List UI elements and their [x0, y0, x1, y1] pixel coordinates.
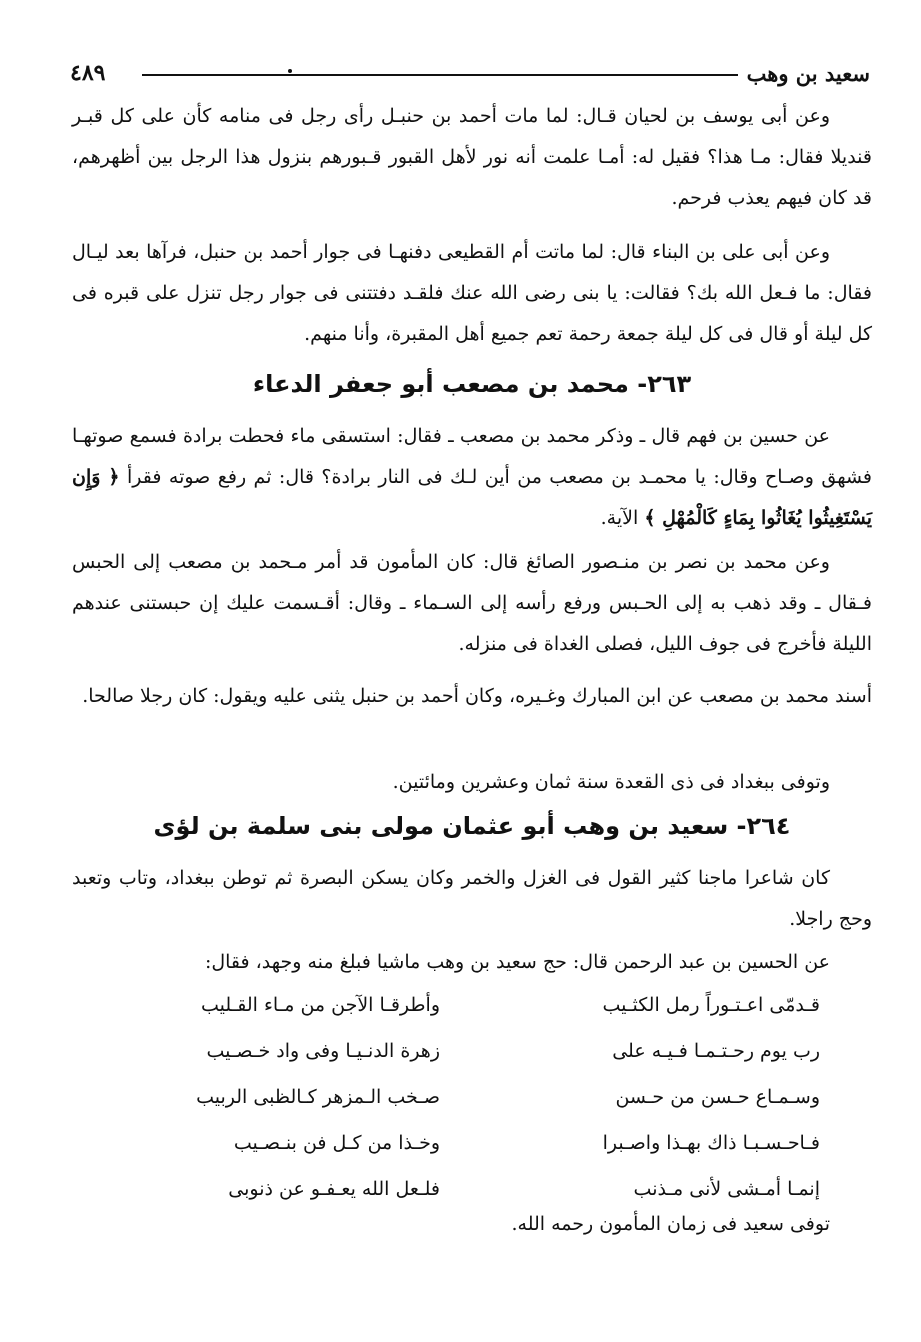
paragraph [72, 416, 872, 539]
paragraph-2-block [72, 232, 872, 355]
poem-second-hemistich: فلـعل الله يعـفـو عن ذنوبى [228, 1178, 440, 1200]
paragraph-3-block [72, 416, 872, 539]
paragraph: كان شاعرا ماجنا كثير القول فى الغزل والخمر وكان يسكن البصرة ثم توطن ببغداد، وتاب وتعبد وحج راجلا. [72, 867, 872, 930]
paragraph-5-block [72, 676, 872, 717]
header-rule-dot [288, 69, 292, 73]
section-heading: ٢٦٤- سعيد بن وهب أبو عثمان مولى بنى سلمة بن لؤى [153, 812, 791, 840]
section-heading-264-block [72, 812, 872, 840]
running-title: سعيد بن وهب [746, 60, 870, 86]
poem-verse [140, 1120, 820, 1166]
section-heading-263-block [72, 370, 872, 398]
page-header [70, 56, 870, 90]
paragraph-6-block [72, 762, 872, 803]
paragraph-9-block [72, 1204, 872, 1245]
paragraph: وعن محمد بن نصر بن منـصور الصائغ قال: كان المأمون قد أمر مـحمد بن مصعب إلى الحبس فـقال ـ وقد ذهب به إلى الحـبس ورفع رأسه إلى السـماء ـ وقال: أقـسمت عليك إن حبستنى عندهم الليلة فأخرج فى جوف الليل، فصلى الغداة فى منزله. [72, 551, 872, 655]
paragraph: وعن أبى على بن البناء قال: لما ماتت أم القطيعى دفنهـا فى جوار أحمد بن حنبل، فرآها بعد ليـال فقال: ما فـعل الله بك؟ فقالت: يا بنى رضى الله عنك فلقـد دفتتنى فى جوار رجل تنزل على قبره فى كل ليلة أو قال فى كل ليلة جمعة رحمة تعم جميع أهل المقبرة، وأنا منهم. [72, 241, 872, 345]
quran-verse: ﴿ وَإِن يَسْتَغِيثُوا يُغَاثُوا بِمَاءٍ كَالْمُهْلِ ﴾ [72, 466, 872, 529]
paragraph: وتوفى ببغداد فى ذى القعدة سنة ثمان وعشرين ومائتين. [392, 771, 830, 793]
paragraph-7-block [72, 858, 872, 940]
poem-second-hemistich: صـخب الـمزهر كـالظبى الربيب [196, 1086, 440, 1108]
paragraph: وعن أبى يوسف بن لحيان قـال: لما مات أحمد بن حنبـل رأى رجل فى منامه كأن على كل قبـر قنديلا فقال: مـا هذا؟ فقيل له: أمـا علمت أنه نور لأهل القبور قـبورهم بنزول هذا الرجل بين أظهرهم، قد كان فيهم يعذب فرحم. [72, 105, 872, 209]
page-number: ٤٨٩ [70, 60, 106, 86]
poem-verse [140, 1028, 820, 1074]
poem-first-hemistich: رب يوم رحـتـمـا فـيـه على [612, 1040, 820, 1062]
paragraph-4-block [72, 542, 872, 665]
paragraph: عن الحسين بن عبد الرحمن قال: حج سعيد بن وهب ماشيا فبلغ منه وجهد، فقال: [204, 951, 830, 973]
poem [140, 982, 820, 1212]
section-heading: ٢٦٣- محمد بن مصعب أبو جعفر الدعاء [252, 370, 692, 398]
poem-first-hemistich: قـدمّى اعـتـوراً رمل الكثـيب [602, 994, 820, 1016]
header-rule [142, 74, 738, 76]
poem-second-hemistich: زهرة الدنـيـا وفى واد خـصـيب [206, 1040, 440, 1062]
paragraph-1-block [72, 96, 872, 219]
paragraph-8-block [72, 942, 872, 983]
poem-second-hemistich: وأطرقـا الآجن من مـاء القـليب [200, 994, 440, 1016]
poem-first-hemistich: فـاحـسـبـا ذاك بهـذا واصـبرا [602, 1132, 820, 1154]
poem-second-hemistich: وخـذا من كـل فن بنـصـيب [233, 1132, 440, 1154]
paragraph: أسند محمد بن مصعب عن ابن المبارك وغـيره، وكان أحمد بن حنبل يثنى عليه ويقول: كان رجلا صالحا. [82, 685, 872, 707]
paragraph-text: الآية. [600, 507, 639, 529]
paragraph: توفى سعيد فى زمان المأمون رحمه الله. [511, 1213, 830, 1235]
poem-first-hemistich: وسـمـاع حـسن من حـسن [615, 1086, 820, 1108]
poem-first-hemistich: إنمـا أمـشى لأنى مـذنب [633, 1178, 820, 1200]
paragraph-text: عن حسين بن فهم قال ـ وذكر محمد بن مصعب ـ فقال: استسقى ماء فحطت برادة فسمع صوتهـا فشهق وصـاح وقال: يا محمـد بن مصعب من أين لـك فى النار برادة؟ قال: ثم رفع صوته فقرأ [72, 425, 873, 488]
poem-verse [140, 982, 820, 1028]
poem-verse [140, 1074, 820, 1120]
